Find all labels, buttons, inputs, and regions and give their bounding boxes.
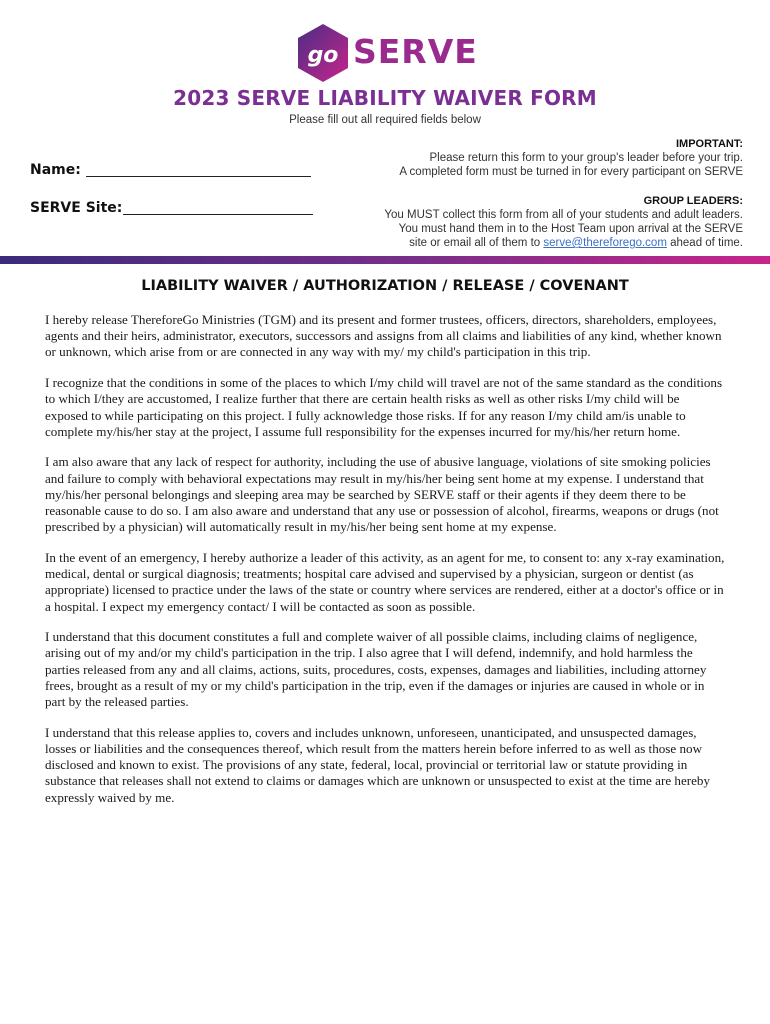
waiver-paragraph-3: I am also aware that any lack of respect for authority, including the use of abusive language, violations of site smoking policies and failure to comply with behavioral expectations may result in my/his/her being sent home at my expense. I understand that my/his/her personal belongings and sleeping area may be searched by SERVE staff or their agents if they deem there to be reasonable cause to do so. I am also aware and understand that any use or possession of alcohol, firearms, weapons or drugs (not prescribed by a physician) will automatically result in my/his/her being sent home at my expense. [45,454,719,535]
serve-site-label: SERVE Site: [30,200,123,216]
logo-badge-text: go [307,43,339,68]
group-leaders-line-3-post: ahead of time. [666,237,743,249]
waiver-paragraph-5: I understand that this document constitutes a full and complete waiver of all possible claims, including claims of negligence, arising out of my and/or my child's participation in the trip. I also agree that I will defend, indemnify, and hold harmless the parties released from any and all claims, actions, suits, procedures, costs, expenses, damages and liabilities, including attorney frees, brought as a result of my or my child's participation in the trip, even if the damages or injuries are caused in whole or in part by the released parties. [45,629,707,710]
group-leaders-line-1: You MUST collect this form from all of your students and adult leaders. [384,209,743,221]
brand-divider-bar [0,256,770,264]
important-line-2: A completed form must be turned in for every participant on SERVE [399,166,743,178]
waiver-paragraph-6: I understand that this release applies to, covers and includes unknown, unforeseen, unanticipated, and unsuspected damages, losses or liabilities and the consequences thereof, which result from the matters herein before inferred to as well as those now disclosed and known to exist. The provisions of any state, federal, local, provincial or territorial law or statute providing in substance that releases shall not extend to claims or damages which are unknown or unsuspected to exist at the time are hereby expressly waived by me. [45,724,711,805]
important-line-1: Please return this form to your group's leader before your trip. [429,152,743,164]
waiver-paragraph-2: I recognize that the conditions in some of the places to which I/my child will travel are not of the same standard as the conditions to which I/they are accustomed, I realize further that there are certain health risks as well as other risks I/my child will be exposed to while participating on this project. I fully acknowledge those risks. If for any reason I/my child am/is unable to complete my/his/her stay at the project, I assume full responsibility for the expenses incurred for my/his/her return home. [45,375,723,439]
go-hexagon-icon [295,22,351,84]
serve-email-link[interactable]: serve@thereforego.com [543,237,667,249]
page-title: 2023 SERVE LIABILITY WAIVER FORM [173,86,597,110]
logo-wordmark: SERVE [353,32,478,71]
name-field[interactable] [86,176,311,177]
group-leaders-notice [323,194,743,250]
group-leaders-line-3 [323,236,743,250]
name-label: Name: [30,162,81,178]
goserve-logo [295,22,480,84]
serve-site-field[interactable] [123,214,313,215]
page-subtitle: Please fill out all required fields below [289,114,481,126]
group-leaders-heading: GROUP LEADERS: [643,195,743,207]
waiver-title: LIABILITY WAIVER / AUTHORIZATION / RELEASE / COVENANT [141,278,629,294]
important-notice [323,137,743,179]
waiver-body [45,312,725,820]
waiver-paragraph-4: In the event of an emergency, I hereby authorize a leader of this activity, as an agent for me, to consent to: any x-ray examination, medical, dental or surgical diagnosis; treatments; hospital care advised and supervised by a physician, surgeon or dentist (as appropriate) licensed to practice under the laws of the state or country where services are rendered, either at a doctor's office or in a hospital. I expect my emergency contact/ I will be contacted as soon as possible. [45,549,725,614]
waiver-paragraph-1: I hereby release ThereforeGo Ministries (TGM) and its present and former trustees, officers, directors, shareholders, employees, agents and their heirs, administrator, executors, successors and assigns from all claims and liabilities of any kind, whether known or unknown, which arise from or are connected in any way with my/ my child's participation in this trip. [45,312,722,360]
group-leaders-line-3-pre: site or email all of them to [409,237,544,249]
important-heading: IMPORTANT: [675,138,743,150]
group-leaders-line-2: You must hand them in to the Host Team upon arrival at the SERVE [398,223,743,235]
